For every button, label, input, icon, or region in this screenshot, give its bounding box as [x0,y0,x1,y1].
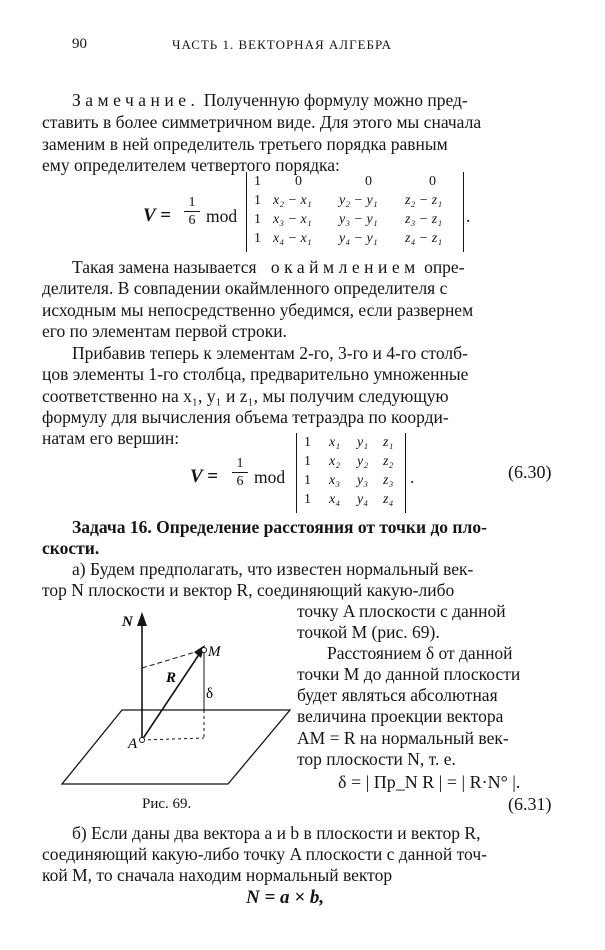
parta-line-4: точкой M (рис. 69). [297,622,440,642]
para1-line-2: делителя. В совпадении окаймленного определителя с [42,278,448,298]
f2-cell: x₃ [329,473,341,488]
equation-number-6-30: (6.30) [508,462,552,482]
f2-cell: z₁ [383,435,394,450]
parta-line-5: Расстоянием δ от данной [327,643,513,663]
f2-cell: y₃ [357,473,369,488]
para1-line-1 [72,257,465,278]
formula1-mod: mod [206,206,238,226]
f1-cell: y₃ − y₁ [339,212,378,227]
formula2-mod: mod [254,467,286,487]
formula2-period: . [410,467,415,487]
f2-cell: x₄ [329,492,341,507]
formula2-denominator: 6 [236,474,244,489]
para2-line-1: Прибавив теперь к элементам 2-го, 3-го и 4-го столб- [72,343,468,363]
parta-line-2: тор N плоскости и вектор R, соединяющий какую-либо [42,580,455,600]
parta-line-7: будет являться абсолютная [297,685,498,705]
formula-normal-vector: N = a × b, [246,887,325,908]
parta-line-9: AM = R на нормальный век- [297,728,509,748]
equation-number-6-31: (6.31) [508,794,552,814]
point-M [202,648,207,653]
f2-cell: z₃ [383,473,394,488]
f2-cell: z₂ [383,454,394,469]
f1-cell: x₃ − x₁ [273,212,312,227]
f1-cell: 1 [254,174,261,189]
formula2-numerator: 1 [236,456,244,471]
f1-cell: 1 [254,212,261,227]
figure-69 [60,608,300,788]
f2-cell: 1 [304,454,311,469]
page-number: 90 [72,36,87,52]
formula1-lhs: V = [143,205,171,226]
remark-line-1-text: Полученную формулу можно пред- [203,90,468,110]
running-head-title: ЧАСТЬ 1. ВЕКТОРНАЯ АЛГЕБРА [172,37,392,52]
para1-line-1c: опре- [424,257,465,277]
formula-distance: δ = | Пр_N R | = | R·N° |. [338,772,521,792]
para2-line-2: цов элементы 1-го столбца, предварительно умноженные [42,364,469,384]
f1-cell: 0 [429,174,436,189]
dashed-segment [142,650,202,668]
label-R: R [166,670,177,686]
f2-cell: y₂ [357,454,369,469]
partb-line-1: б) Если даны два вектора a и b в плоскости и вектор R, [72,823,481,843]
f2-cell: 1 [304,435,311,450]
remark-line-4: ему определителем четвертого порядка: [42,155,340,175]
f2-cell: y₁ [357,435,369,450]
f1-cell: z₃ − z₁ [405,212,443,227]
formula1-numerator: 1 [188,195,196,210]
formula2-lhs: V = [190,466,218,487]
parta-line-10: тор плоскости N, т. е. [297,749,456,769]
formula1-denominator: 6 [188,213,196,228]
f1-cell: y₂ − y₁ [339,193,378,208]
f2-cell: 1 [304,492,311,507]
formula2-determinant [296,433,406,513]
f2-cell: y₄ [357,492,369,507]
f1-cell: z₄ − z₁ [405,231,443,246]
remark-line-1 [72,90,468,111]
parta-line-8: величина проекции вектора [297,706,504,726]
para2-line-5: натам его вершин: [42,428,180,448]
formula1-period: . [466,206,471,226]
f1-cell: 1 [254,231,261,246]
partb-line-2: соединяющий какую-либо точку A плоскости с данной точ- [42,844,487,864]
parta-line-3: точку A плоскости с данной [297,601,506,621]
term-bordering: окаймлением [270,257,420,277]
label-M: M [208,644,221,660]
f2-cell: x₂ [329,454,341,469]
label-N: N [122,614,133,630]
f2-cell: x₁ [329,435,341,450]
f1-cell: z₂ − z₁ [405,193,443,208]
para2-line-3: соответственно на x₁, y₁ и z₁, мы получим следующую [42,386,449,406]
para1-line-4: его по элементам первой строки. [42,321,287,341]
task-16-heading: Задача 16. Определение расстояния от точки до пло- [72,517,487,537]
f1-cell: 0 [295,174,302,189]
f1-cell: y₄ − y₁ [339,231,378,246]
partb-line-3: кой M, то сначала находим нормальный вектор [42,865,393,885]
vector-R-line [142,650,202,740]
figure-69-caption: Рис. 69. [142,796,192,812]
normal-vector-arrowhead [137,612,147,626]
formula2-fraction [232,456,248,489]
para1-line-3: исходным мы непосредственно убедимся, если развернем [42,300,474,320]
task-16-heading-cont: скости. [42,538,100,558]
para2-line-4: формулу для вычисления объема тетраэдра по коорди- [42,407,449,427]
projection-dashed [142,738,204,740]
f2-cell: 1 [304,473,311,488]
f1-cell: 0 [365,174,372,189]
point-A [140,738,145,743]
parta-line-1: а) Будем предполагать, что известен нормальный век- [72,559,474,579]
remark-lead: Замечание. [72,90,200,110]
formula1-fraction [184,195,200,228]
para1-line-1a: Такая замена называется [72,257,257,277]
label-delta: δ [206,686,214,702]
f2-cell: z₄ [383,492,394,507]
formula1-determinant [246,172,464,252]
remark-line-3: заменим в ней определитель третьего порядка равным [42,134,448,154]
parta-line-6: точки M до данной плоскости [297,664,521,684]
plane-parallelogram [62,710,290,784]
label-A: A [128,736,138,752]
running-header [72,36,565,56]
f1-cell: x₂ − x₁ [273,193,312,208]
f1-cell: x₄ − x₁ [273,231,312,246]
remark-line-2: ставить в более симметричном виде. Для этого мы сначала [42,112,482,132]
f1-cell: 1 [254,193,261,208]
